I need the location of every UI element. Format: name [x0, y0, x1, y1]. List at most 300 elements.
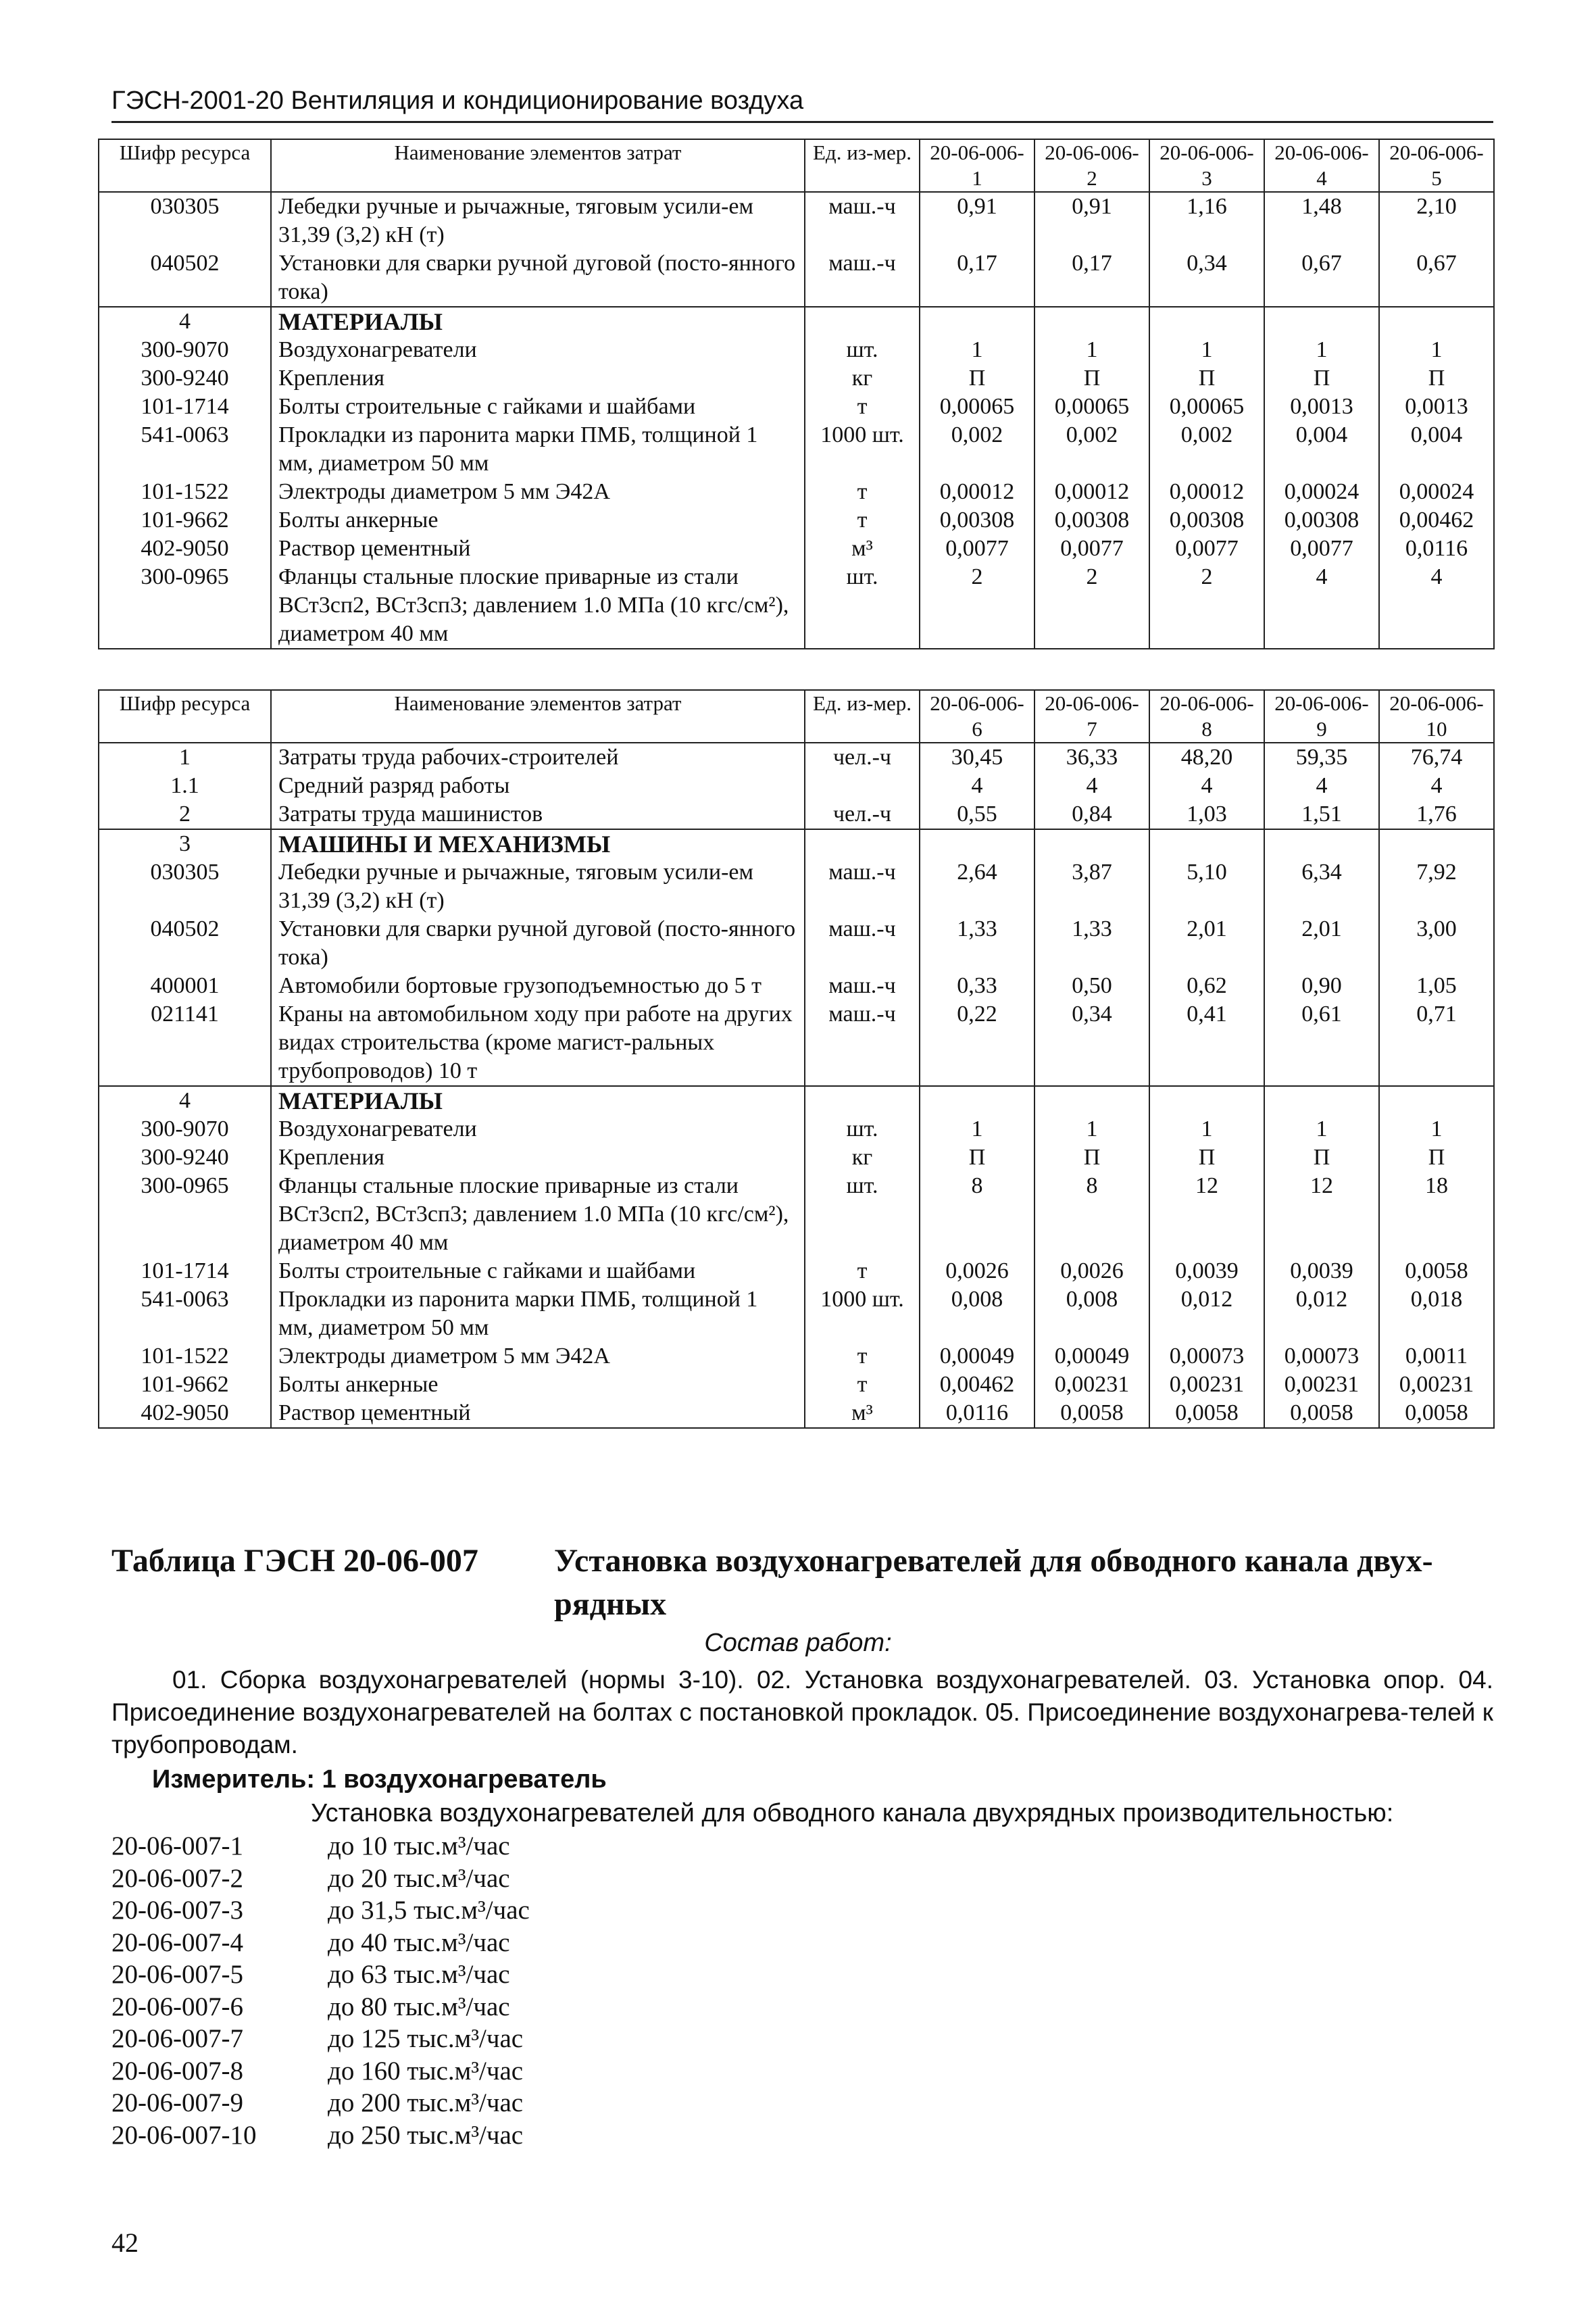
value-cell: 1,76 — [1379, 800, 1494, 829]
resource-name: Прокладки из паронита марки ПМБ, толщиной 1 мм, диаметром 50 мм — [271, 421, 805, 478]
resource-code: 300-9070 — [99, 1115, 271, 1143]
resource-name: Крепления — [271, 364, 805, 393]
unit-cell: шт. — [805, 336, 920, 364]
resource-name: Прокладки из паронита марки ПМБ, толщиной 1 мм, диаметром 50 мм — [271, 1285, 805, 1342]
value-cell: 0,018 — [1379, 1285, 1494, 1342]
norm-code: 20-06-007-3 — [111, 1896, 243, 1925]
table-row — [99, 336, 1494, 364]
value-cell: 0,41 — [1149, 1000, 1264, 1086]
table-header-row — [99, 690, 1494, 743]
value-cell: 12 — [1264, 1172, 1379, 1257]
value-cell: П — [1149, 364, 1264, 393]
value-cell: 0,00073 — [1149, 1342, 1264, 1371]
resource-code: 541-0063 — [99, 421, 271, 478]
resource-name: Болты строительные с гайками и шайбами — [271, 1257, 805, 1285]
resource-name: Воздухонагреватели — [271, 1115, 805, 1143]
column-header: 20-06-006-7 — [1034, 690, 1149, 743]
empty-cell — [1264, 1086, 1379, 1115]
empty-cell — [920, 307, 1034, 336]
table-row — [99, 506, 1494, 535]
resource-name: Фланцы стальные плоские приварные из стали ВСт3сп2, ВСт3сп3; давлением 1.0 МПа (10 кгс/см²), диаметром 40 мм — [271, 1172, 805, 1257]
value-cell: 1 — [1149, 1115, 1264, 1143]
value-cell: 0,34 — [1149, 249, 1264, 307]
value-cell: 8 — [920, 1172, 1034, 1257]
value-cell: 0,00024 — [1264, 478, 1379, 506]
norm-desc: до 10 тыс.м³/час — [328, 1831, 510, 1861]
value-cell: 18 — [1379, 1172, 1494, 1257]
resource-name: Лебедки ручные и рычажные, тяговым усили-ем 31,39 (3,2) кН (т) — [271, 192, 805, 249]
unit-cell — [805, 772, 920, 800]
unit-cell: т — [805, 1342, 920, 1371]
value-cell: 0,0011 — [1379, 1342, 1494, 1371]
column-header: Наименование элементов затрат — [271, 690, 805, 743]
table-row — [99, 535, 1494, 563]
unit-cell: чел.-ч — [805, 743, 920, 772]
value-cell: 0,004 — [1264, 421, 1379, 478]
resource-name: Электроды диаметром 5 мм Э42А — [271, 478, 805, 506]
value-cell: 0,50 — [1034, 972, 1149, 1000]
column-header: 20-06-006-1 — [920, 139, 1034, 192]
norm-item — [111, 1830, 530, 1863]
value-cell: 0,33 — [920, 972, 1034, 1000]
value-cell: 4 — [1379, 772, 1494, 800]
resource-name: Автомобили бортовые грузоподъемностью до 5 т — [271, 972, 805, 1000]
unit-cell: маш.-ч — [805, 1000, 920, 1086]
value-cell: 2 — [920, 563, 1034, 649]
value-cell: 0,00231 — [1149, 1371, 1264, 1399]
table-row — [99, 1086, 1494, 1115]
empty-cell — [805, 307, 920, 336]
resource-name: Крепления — [271, 1143, 805, 1172]
empty-cell — [1149, 1086, 1264, 1115]
value-cell: 0,00024 — [1379, 478, 1494, 506]
column-header: Ед. из-мер. — [805, 690, 920, 743]
resource-name: Раствор цементный — [271, 1399, 805, 1428]
norm-code: 20-06-007-9 — [111, 2088, 243, 2117]
value-cell: 0,00462 — [1379, 506, 1494, 535]
value-cell: 0,00308 — [920, 506, 1034, 535]
value-cell: 1,05 — [1379, 972, 1494, 1000]
value-cell: 7,92 — [1379, 858, 1494, 915]
empty-cell — [1034, 307, 1149, 336]
value-cell: 0,91 — [1034, 192, 1149, 249]
column-header: 20-06-006-9 — [1264, 690, 1379, 743]
norm-item — [111, 1863, 530, 1895]
value-cell: 0,0116 — [1379, 535, 1494, 563]
resource-code: 101-1522 — [99, 1342, 271, 1371]
value-cell: 0,002 — [920, 421, 1034, 478]
value-cell: 0,00231 — [1034, 1371, 1149, 1399]
resource-code: 101-9662 — [99, 1371, 271, 1399]
table-row — [99, 1371, 1494, 1399]
value-cell: 0,002 — [1149, 421, 1264, 478]
composition-text: 01. Сборка воздухонагревателей (нормы 3-10). 02. Установка воздухонагревателей. 03. Установка опор. 04. Присоединение воздухонагревателей на болтах с постановкой прокладок. 05. Присоединение воздухонагрева-телей к трубопроводам. — [111, 1666, 1493, 1758]
value-cell: 0,00049 — [1034, 1342, 1149, 1371]
column-header: 20-06-006-2 — [1034, 139, 1149, 192]
norm-desc: до 200 тыс.м³/час — [328, 2088, 524, 2117]
composition-heading: Состав работ: — [704, 1629, 892, 1657]
table-row — [99, 1172, 1494, 1257]
value-cell: 0,00462 — [920, 1371, 1034, 1399]
unit-cell: шт. — [805, 1115, 920, 1143]
value-cell: 0,00308 — [1034, 506, 1149, 535]
resource-code: 1.1 — [99, 772, 271, 800]
value-cell: 0,0077 — [920, 535, 1034, 563]
resource-name: Воздухонагреватели — [271, 336, 805, 364]
unit-cell: т — [805, 506, 920, 535]
empty-cell — [920, 829, 1034, 858]
empty-cell — [1379, 307, 1494, 336]
table-row — [99, 192, 1494, 249]
norm-desc: до 20 тыс.м³/час — [328, 1863, 510, 1893]
value-cell: 0,0077 — [1034, 535, 1149, 563]
value-cell: 0,00012 — [1149, 478, 1264, 506]
resource-name: Фланцы стальные плоские приварные из стали ВСт3сп2, ВСт3сп3; давлением 1.0 МПа (10 кгс/см²), диаметром 40 мм — [271, 563, 805, 649]
value-cell: 4 — [920, 772, 1034, 800]
empty-cell — [1264, 829, 1379, 858]
value-cell: 76,74 — [1379, 743, 1494, 772]
resource-code: 2 — [99, 800, 271, 829]
resource-code: 1 — [99, 743, 271, 772]
table-row — [99, 307, 1494, 336]
resource-code: 300-9070 — [99, 336, 271, 364]
value-cell: 0,008 — [1034, 1285, 1149, 1342]
table-row — [99, 1000, 1494, 1086]
section-heading: МАТЕРИАЛЫ — [271, 307, 805, 336]
value-cell: П — [920, 364, 1034, 393]
unit-cell: м³ — [805, 1399, 920, 1428]
value-cell: 8 — [1034, 1172, 1149, 1257]
unit-cell: маш.-ч — [805, 249, 920, 307]
resource-code: 541-0063 — [99, 1285, 271, 1342]
resource-code: 402-9050 — [99, 1399, 271, 1428]
unit-cell: т — [805, 478, 920, 506]
unit-cell: шт. — [805, 563, 920, 649]
norm-code: 20-06-007-2 — [111, 1863, 243, 1893]
table-row — [99, 1285, 1494, 1342]
value-cell: 6,34 — [1264, 858, 1379, 915]
empty-cell — [805, 1086, 920, 1115]
value-cell: 4 — [1149, 772, 1264, 800]
value-cell: 0,0116 — [920, 1399, 1034, 1428]
value-cell: 1,33 — [1034, 915, 1149, 972]
resource-code: 300-9240 — [99, 364, 271, 393]
value-cell: 0,00065 — [1034, 393, 1149, 421]
unit-cell: 1000 шт. — [805, 421, 920, 478]
table-row — [99, 972, 1494, 1000]
value-cell: 48,20 — [1149, 743, 1264, 772]
value-cell: 4 — [1264, 772, 1379, 800]
value-cell: П — [1034, 364, 1149, 393]
norm-desc: до 31,5 тыс.м³/час — [328, 1896, 530, 1925]
empty-cell — [1379, 1086, 1494, 1115]
norm-code: 20-06-007-1 — [111, 1831, 243, 1861]
unit-cell: м³ — [805, 535, 920, 563]
section-heading: МАТЕРИАЛЫ — [271, 1086, 805, 1115]
value-cell: 0,17 — [1034, 249, 1149, 307]
table-row — [99, 364, 1494, 393]
norm-desc: до 63 тыс.м³/час — [328, 1960, 510, 1989]
value-cell: 1,16 — [1149, 192, 1264, 249]
unit-cell: т — [805, 1257, 920, 1285]
value-cell: 3,87 — [1034, 858, 1149, 915]
norm-code: 20-06-007-6 — [111, 1992, 243, 2021]
value-cell: 0,004 — [1379, 421, 1494, 478]
norm-item — [111, 1927, 530, 1959]
value-cell: 36,33 — [1034, 743, 1149, 772]
resource-name: Раствор цементный — [271, 535, 805, 563]
unit-cell: маш.-ч — [805, 192, 920, 249]
value-cell: 2 — [1149, 563, 1264, 649]
value-cell: 1 — [1034, 1115, 1149, 1143]
resource-code: 101-9662 — [99, 506, 271, 535]
table-row — [99, 1115, 1494, 1143]
resource-name: Лебедки ручные и рычажные, тяговым усили-ем 31,39 (3,2) кН (т) — [271, 858, 805, 915]
value-cell: 0,0026 — [920, 1257, 1034, 1285]
column-header: Шифр ресурса — [99, 139, 271, 192]
column-header: 20-06-006-6 — [920, 690, 1034, 743]
value-cell: 0,0039 — [1149, 1257, 1264, 1285]
value-cell: 2,01 — [1149, 915, 1264, 972]
resource-name: Затраты труда рабочих-строителей — [271, 743, 805, 772]
page-number: 42 — [111, 2227, 139, 2258]
value-cell: 59,35 — [1264, 743, 1379, 772]
norm-item — [111, 2055, 530, 2088]
table-row — [99, 800, 1494, 829]
norm-item — [111, 2023, 530, 2055]
resource-name: Болты анкерные — [271, 506, 805, 535]
value-cell: 1 — [1379, 1115, 1494, 1143]
resource-name: Установки для сварки ручной дуговой (посто-янного тока) — [271, 249, 805, 307]
value-cell: 0,00012 — [1034, 478, 1149, 506]
table-title: Установка воздухонагревателей для обводного канала двух-рядных — [554, 1543, 1433, 1622]
empty-cell — [1379, 829, 1494, 858]
resource-code: 030305 — [99, 858, 271, 915]
value-cell: 4 — [1379, 563, 1494, 649]
table-row — [99, 1342, 1494, 1371]
value-cell: 30,45 — [920, 743, 1034, 772]
norm-desc: до 160 тыс.м³/час — [328, 2056, 524, 2086]
resource-name: Болты анкерные — [271, 1371, 805, 1399]
column-header: 20-06-006-4 — [1264, 139, 1379, 192]
value-cell: П — [1264, 1143, 1379, 1172]
norm-code: 20-06-007-4 — [111, 1927, 243, 1957]
resource-code: 4 — [99, 1086, 271, 1115]
value-cell: 1 — [1264, 336, 1379, 364]
section-heading: МАШИНЫ И МЕХАНИЗМЫ — [271, 829, 805, 858]
table-row — [99, 1257, 1494, 1285]
value-cell: 1 — [920, 1115, 1034, 1143]
value-cell: 0,00065 — [920, 393, 1034, 421]
value-cell: 0,0077 — [1149, 535, 1264, 563]
value-cell: 0,00073 — [1264, 1342, 1379, 1371]
resources-table-2 — [98, 689, 1495, 1429]
column-header: 20-06-006-5 — [1379, 139, 1494, 192]
resource-code: 400001 — [99, 972, 271, 1000]
table-row — [99, 743, 1494, 772]
value-cell: 0,00012 — [920, 478, 1034, 506]
resource-code: 101-1714 — [99, 1257, 271, 1285]
unit-cell: маш.-ч — [805, 915, 920, 972]
resource-code: 300-0965 — [99, 563, 271, 649]
value-cell: 2 — [1034, 563, 1149, 649]
value-cell: 0,012 — [1149, 1285, 1264, 1342]
table-row — [99, 829, 1494, 858]
value-cell: 0,91 — [920, 192, 1034, 249]
resource-code: 101-1522 — [99, 478, 271, 506]
table-header-row — [99, 139, 1494, 192]
column-header: Шифр ресурса — [99, 690, 271, 743]
resource-code: 300-0965 — [99, 1172, 271, 1257]
resource-name: Установки для сварки ручной дуговой (посто-янного тока) — [271, 915, 805, 972]
unit-cell: т — [805, 1371, 920, 1399]
value-cell: 0,00049 — [920, 1342, 1034, 1371]
value-cell: 0,0058 — [1149, 1399, 1264, 1428]
value-cell: 1,03 — [1149, 800, 1264, 829]
value-cell: 0,00308 — [1149, 506, 1264, 535]
value-cell: 0,008 — [920, 1285, 1034, 1342]
table-row — [99, 249, 1494, 307]
unit-cell: маш.-ч — [805, 972, 920, 1000]
column-header: Ед. из-мер. — [805, 139, 920, 192]
norm-item — [111, 1894, 530, 1927]
empty-cell — [920, 1086, 1034, 1115]
unit-cell: кг — [805, 1143, 920, 1172]
table-body — [99, 192, 1494, 649]
unit-cell: шт. — [805, 1172, 920, 1257]
value-cell: 0,0077 — [1264, 535, 1379, 563]
column-header: Наименование элементов затрат — [271, 139, 805, 192]
norm-code: 20-06-007-8 — [111, 2056, 243, 2086]
value-cell: 1,33 — [920, 915, 1034, 972]
resource-code: 101-1714 — [99, 393, 271, 421]
value-cell: П — [1379, 364, 1494, 393]
table-row — [99, 563, 1494, 649]
norm-code: 20-06-007-5 — [111, 1960, 243, 1989]
value-cell: 1 — [1379, 336, 1494, 364]
resource-name: Электроды диаметром 5 мм Э42А — [271, 1342, 805, 1371]
value-cell: 0,17 — [920, 249, 1034, 307]
value-cell: П — [1034, 1143, 1149, 1172]
value-cell: П — [1379, 1143, 1494, 1172]
value-cell: 2,01 — [1264, 915, 1379, 972]
value-cell: 0,002 — [1034, 421, 1149, 478]
value-cell: 4 — [1034, 772, 1149, 800]
running-header: ГЭСН-2001-20 Вентиляция и кондиционирование воздуха — [111, 87, 1493, 123]
value-cell: 0,67 — [1379, 249, 1494, 307]
value-cell: 0,34 — [1034, 1000, 1149, 1086]
value-cell: 1 — [1149, 336, 1264, 364]
resource-code: 4 — [99, 307, 271, 336]
column-header: 20-06-006-3 — [1149, 139, 1264, 192]
norm-code: 20-06-007-7 — [111, 2024, 243, 2053]
value-cell: 0,61 — [1264, 1000, 1379, 1086]
value-cell: 0,00065 — [1149, 393, 1264, 421]
value-cell: 0,62 — [1149, 972, 1264, 1000]
meter-label: Измеритель: 1 воздухонагреватель — [152, 1765, 607, 1794]
value-cell: 5,10 — [1149, 858, 1264, 915]
norm-item — [111, 2087, 530, 2119]
empty-cell — [1034, 829, 1149, 858]
table-row — [99, 1143, 1494, 1172]
resource-code: 021141 — [99, 1000, 271, 1086]
resource-code: 402-9050 — [99, 535, 271, 563]
value-cell: 0,0026 — [1034, 1257, 1149, 1285]
value-cell: 2,64 — [920, 858, 1034, 915]
value-cell: 0,67 — [1264, 249, 1379, 307]
resource-name: Болты строительные с гайками и шайбами — [271, 393, 805, 421]
value-cell: 0,0058 — [1034, 1399, 1149, 1428]
value-cell: 2,10 — [1379, 192, 1494, 249]
norm-desc: до 40 тыс.м³/час — [328, 1927, 510, 1957]
value-cell: 0,0058 — [1379, 1399, 1494, 1428]
value-cell: 1,48 — [1264, 192, 1379, 249]
norm-item — [111, 1991, 530, 2023]
empty-cell — [1149, 307, 1264, 336]
norm-desc: до 125 тыс.м³/час — [328, 2024, 524, 2053]
empty-cell — [1264, 307, 1379, 336]
value-cell: 0,0058 — [1379, 1257, 1494, 1285]
resource-name: Средний разряд работы — [271, 772, 805, 800]
unit-cell: 1000 шт. — [805, 1285, 920, 1342]
value-cell: 3,00 — [1379, 915, 1494, 972]
unit-cell: т — [805, 393, 920, 421]
empty-cell — [1149, 829, 1264, 858]
value-cell: 0,00231 — [1379, 1371, 1494, 1399]
value-cell: 0,0013 — [1264, 393, 1379, 421]
unit-cell: чел.-ч — [805, 800, 920, 829]
table-row — [99, 772, 1494, 800]
norm-desc: до 250 тыс.м³/час — [328, 2120, 524, 2150]
table-row — [99, 1399, 1494, 1428]
value-cell: 0,0058 — [1264, 1399, 1379, 1428]
resource-code: 030305 — [99, 192, 271, 249]
value-cell: 0,22 — [920, 1000, 1034, 1086]
value-cell: 0,84 — [1034, 800, 1149, 829]
norm-item — [111, 2119, 530, 2152]
value-cell: 1 — [1034, 336, 1149, 364]
value-cell: П — [920, 1143, 1034, 1172]
norms-intro: Установка воздухонагревателей для обводного канала двухрядных производительностью: — [311, 1799, 1394, 1827]
value-cell: 0,0039 — [1264, 1257, 1379, 1285]
column-header: 20-06-006-10 — [1379, 690, 1494, 743]
resource-code: 3 — [99, 829, 271, 858]
table-row — [99, 421, 1494, 478]
table-row — [99, 915, 1494, 972]
resources-table-1 — [98, 139, 1495, 649]
value-cell: 0,00308 — [1264, 506, 1379, 535]
value-cell: 0,90 — [1264, 972, 1379, 1000]
norms-list — [111, 1830, 530, 2151]
unit-cell: маш.-ч — [805, 858, 920, 915]
table-body — [99, 743, 1494, 1428]
value-cell: 0,0013 — [1379, 393, 1494, 421]
table-number: Таблица ГЭСН 20-06-007 — [111, 1543, 478, 1579]
column-header: 20-06-006-8 — [1149, 690, 1264, 743]
resource-code: 040502 — [99, 249, 271, 307]
value-cell: 12 — [1149, 1172, 1264, 1257]
value-cell: 1 — [920, 336, 1034, 364]
resource-name: Краны на автомобильном ходу при работе на других видах строительства (кроме магист-ральных трубопроводов) 10 т — [271, 1000, 805, 1086]
resource-code: 040502 — [99, 915, 271, 972]
value-cell: 1 — [1264, 1115, 1379, 1143]
empty-cell — [1034, 1086, 1149, 1115]
table-row — [99, 858, 1494, 915]
table-row — [99, 393, 1494, 421]
value-cell: 0,55 — [920, 800, 1034, 829]
unit-cell: кг — [805, 364, 920, 393]
value-cell: П — [1264, 364, 1379, 393]
